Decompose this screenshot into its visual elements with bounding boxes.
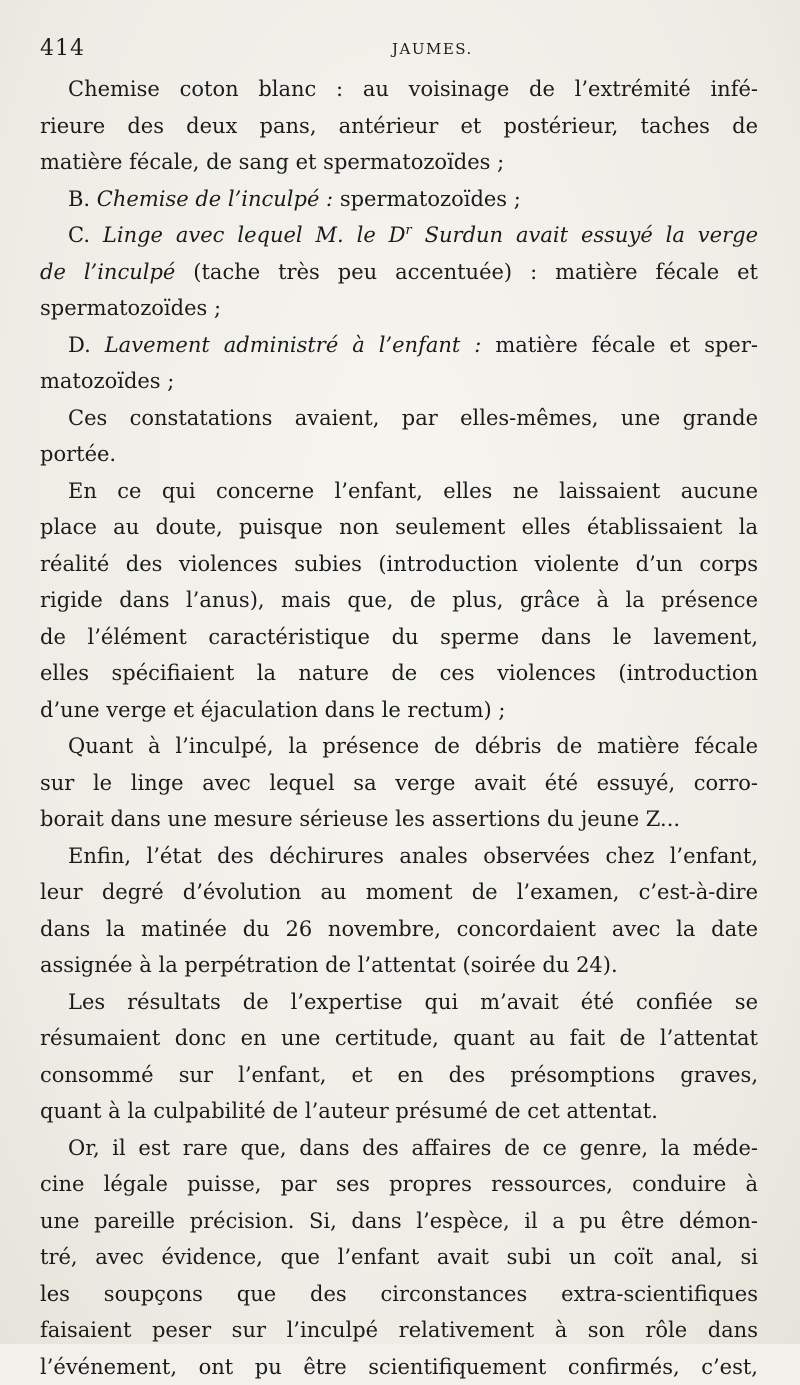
italic-text-segment: de l’inculpé: [40, 260, 175, 284]
text-segment: Quant à l’inculpé, la présence de débris de matière fécale: [68, 734, 758, 758]
text-segment: En ce qui concerne l’enfant, elles ne laissaient aucune: [68, 479, 758, 503]
text-segment: résumaient donc en une certitude, quant au fait de l’attentat: [40, 1026, 758, 1050]
text-line: [40, 71, 758, 108]
text-line: [40, 765, 758, 802]
text-segment: Chemise coton blanc : au voisinage de l’extrémité infé-: [68, 77, 758, 101]
text-line: [40, 509, 758, 546]
text-segment: consommé sur l’enfant, et en des présomptions graves,: [40, 1063, 758, 1087]
text-segment: de l’élément caractéristique du sperme dans le lavement,: [40, 625, 758, 649]
text-line: [40, 108, 758, 145]
text-line: [40, 1166, 758, 1203]
text-segment: (tache très peu accentuée) : matière fécale et: [175, 260, 758, 284]
text-line: [40, 874, 758, 911]
text-segment: C.: [68, 223, 103, 247]
text-line: [40, 619, 758, 656]
text-segment: une pareille précision. Si, dans l’espèce, il a pu être démon-: [40, 1209, 758, 1233]
page-header: [40, 36, 770, 66]
text-line: [40, 838, 758, 875]
text-segment: portée.: [40, 442, 116, 466]
text-line: [40, 911, 758, 948]
text-segment: matière fécale et sper-: [481, 333, 758, 357]
text-line: [40, 947, 758, 984]
text-segment: B.: [68, 187, 97, 211]
text-segment: Les résultats de l’expertise qui m’avait été confiée se: [68, 990, 758, 1014]
text-segment: spermatozoïdes ;: [40, 296, 221, 320]
text-line: [40, 692, 758, 729]
text-segment: Enfin, l’état des déchirures anales observées chez l’enfant,: [68, 844, 758, 868]
text-line: [40, 327, 758, 364]
text-segment: faisaient peser sur l’inculpé relativement à son rôle dans: [40, 1318, 758, 1342]
body-text: [40, 71, 758, 1385]
text-segment: les soupçons que des circonstances extra-scientifiques: [40, 1282, 758, 1306]
text-segment: cine légale puisse, par ses propres ressources, conduire à: [40, 1172, 758, 1196]
text-line: [40, 984, 758, 1021]
text-segment: d’une verge et éjaculation dans le rectum) ;: [40, 698, 505, 722]
text-segment: matozoïdes ;: [40, 369, 174, 393]
text-line: [40, 1130, 758, 1167]
text-segment: matière fécale, de sang et spermatozoïdes ;: [40, 150, 504, 174]
text-line: [40, 144, 758, 181]
text-segment: elles spécifiaient la nature de ces violences (introduction: [40, 661, 758, 685]
text-line: [40, 290, 758, 327]
text-segment: borait dans une mesure sérieuse les assertions du jeune Z...: [40, 807, 680, 831]
text-segment: quant à la culpabilité de l’auteur présumé de cet attentat.: [40, 1099, 658, 1123]
text-line: [40, 1020, 758, 1057]
text-line: [40, 473, 758, 510]
page-number: 414: [40, 36, 85, 61]
text-line: [40, 1057, 758, 1094]
text-line: [40, 254, 758, 291]
text-line: [40, 1349, 758, 1385]
text-segment: réalité des violences subies (introduction violente d’un corps: [40, 552, 758, 576]
text-line: [40, 801, 758, 838]
italic-text-segment: Linge avec lequel M. le D: [103, 223, 406, 247]
text-segment: Ces constatations avaient, par elles-mêmes, une grande: [68, 406, 758, 430]
text-line: [40, 1312, 758, 1349]
italic-text-segment: Lavement administré à l’enfant :: [105, 333, 482, 357]
text-line: [40, 582, 758, 619]
text-segment: Or, il est rare que, dans des affaires de ce genre, la méde-: [68, 1136, 758, 1160]
text-line: [40, 1276, 758, 1313]
text-line: [40, 363, 758, 400]
text-segment: sur le linge avec lequel sa verge avait été essuyé, corro-: [40, 771, 758, 795]
text-line: [40, 400, 758, 437]
text-segment: tré, avec évidence, que l’enfant avait subi un coït anal, si: [40, 1245, 758, 1269]
text-segment: D.: [68, 333, 105, 357]
text-line: [40, 728, 758, 765]
text-segment: assignée à la perpétration de l’attentat (soirée du 24).: [40, 953, 618, 977]
text-segment: dans la matinée du 26 novembre, concordaient avec la date: [40, 917, 758, 941]
text-line: [40, 217, 758, 254]
text-line: [40, 1203, 758, 1240]
text-segment: leur degré d’évolution au moment de l’examen, c’est-à-dire: [40, 880, 758, 904]
text-line: [40, 546, 758, 583]
text-segment: spermatozoïdes ;: [333, 187, 521, 211]
text-segment: rieure des deux pans, antérieur et postérieur, taches de: [40, 114, 758, 138]
text-segment: rigide dans l’anus), mais que, de plus, grâce à la présence: [40, 588, 758, 612]
text-segment: l’événement, ont pu être scientifiquement confirmés, c’est,: [40, 1355, 758, 1379]
text-line: [40, 1093, 758, 1130]
italic-text-segment: r: [406, 223, 412, 238]
text-line: [40, 1239, 758, 1276]
text-segment: place au doute, puisque non seulement elles établissaient la: [40, 515, 758, 539]
italic-text-segment: Chemise de l’inculpé :: [97, 187, 333, 211]
running-head: JAUMES.: [392, 40, 473, 58]
text-line: [40, 181, 758, 218]
italic-text-segment: Surdun avait essuyé la verge: [412, 223, 758, 247]
text-line: [40, 436, 758, 473]
text-line: [40, 655, 758, 692]
